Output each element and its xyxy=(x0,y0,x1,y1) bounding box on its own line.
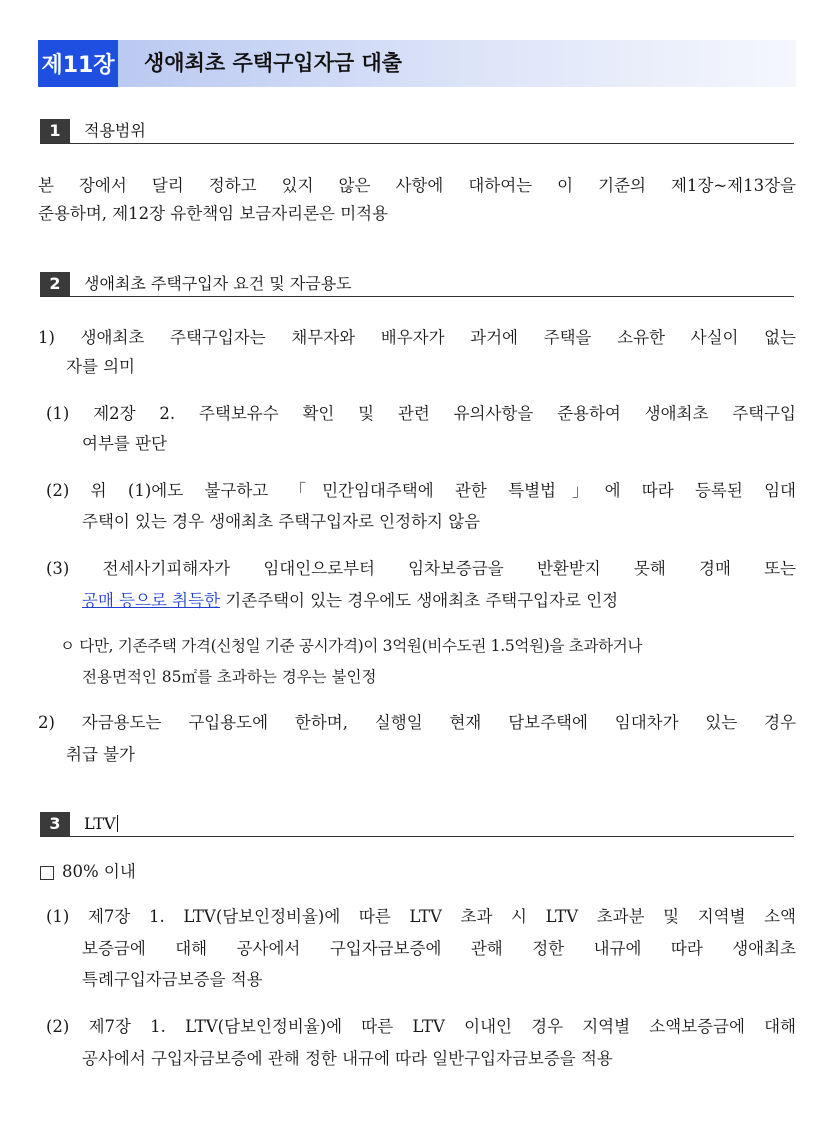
paragraph-line: 준용하며, 제12장 유한책임 보금자리론은 미적용 xyxy=(38,204,389,223)
section-title: 생애최초 주택구입자 요건 및 자금용도 xyxy=(84,274,352,293)
sub-item: (2) 제7장 1. LTV(담보인정비율)에 따른 LTV 이내인 경우 지역별 소액보증금에 대해 xyxy=(46,1017,796,1036)
sub-item-continuation: 주택이 있는 경우 생애최초 주택구입자로 인정하지 않음 xyxy=(82,512,481,531)
list-item: 2) 자금용도는 구입용도에 한하며, 실행일 현재 담보주택에 임대차가 있는 경우 xyxy=(38,713,796,732)
text-cursor xyxy=(117,815,118,832)
sub-item: (1) 제2장 2. 주택보유수 확인 및 관련 유의사항을 준용하여 생애최초 주택구입 xyxy=(46,404,796,423)
section-number: 3 xyxy=(40,812,70,836)
section-title: 적용범위 xyxy=(84,121,146,140)
chapter-title: 생애최초 주택구입자금 대출 xyxy=(144,51,403,75)
sub-item-continuation: 보증금에 대해 공사에서 구입자금보증에 관해 정한 내규에 따라 생애최초 xyxy=(82,939,796,958)
chapter-number: 제11장 xyxy=(38,40,118,87)
sub-item: (3) 전세사기피해자가 임대인으로부터 임차보증금을 반환받지 못해 경매 또는 xyxy=(46,559,796,578)
list-item-continuation: 자를 의미 xyxy=(66,357,136,376)
section-number: 1 xyxy=(40,119,70,143)
section-number: 2 xyxy=(40,272,70,296)
checkbox-label: 80% 이내 xyxy=(62,862,136,881)
section-1-heading xyxy=(40,119,794,144)
sub-item-text: 기존주택이 있는 경우에도 생애최초 주택구입자로 인정 xyxy=(220,591,619,610)
sub-item: (1) 제7장 1. LTV(담보인정비율)에 따른 LTV 초과 시 LTV 초과분 및 지역별 소액 xyxy=(46,907,796,926)
list-item: 1) 생애최초 주택구입자는 채무자와 배우자가 과거에 주택을 소유한 사실이 없는 xyxy=(38,328,796,347)
sub-item-continuation: 공사에서 구입자금보증에 관해 정한 내규에 따라 일반구입자금보증을 적용 xyxy=(82,1049,613,1068)
note-item: ㅇ 다만, 기존주택 가격(신청일 기준 공시가격)이 3억원(비수도권 1.5억원)을 초과하거나 xyxy=(60,637,643,655)
section-title xyxy=(84,812,118,836)
chapter-header xyxy=(38,40,796,87)
note-item-continuation: 전용면적인 85㎡를 초과하는 경우는 불인정 xyxy=(82,668,377,686)
sub-item-continuation: 특례구입자금보증을 적용 xyxy=(82,970,263,989)
section-title-text: LTV xyxy=(84,814,116,833)
paragraph-line: 본 장에서 달리 정하고 있지 않은 사항에 대하여는 이 기준의 제1장~제13장을 xyxy=(38,176,796,195)
sub-item-continuation xyxy=(82,590,618,612)
section-2-heading xyxy=(40,272,794,297)
list-item-continuation: 취급 불가 xyxy=(66,745,136,764)
sub-item-continuation: 여부를 판단 xyxy=(82,434,167,453)
checkbox-icon xyxy=(40,866,54,880)
sub-item: (2) 위 (1)에도 불구하고 「민간임대주택에 관한 특별법」에 따라 등록된 임대 xyxy=(46,481,796,500)
highlight-link[interactable]: 공매 등으로 취득한 xyxy=(82,591,221,610)
section-3-heading xyxy=(40,812,794,837)
